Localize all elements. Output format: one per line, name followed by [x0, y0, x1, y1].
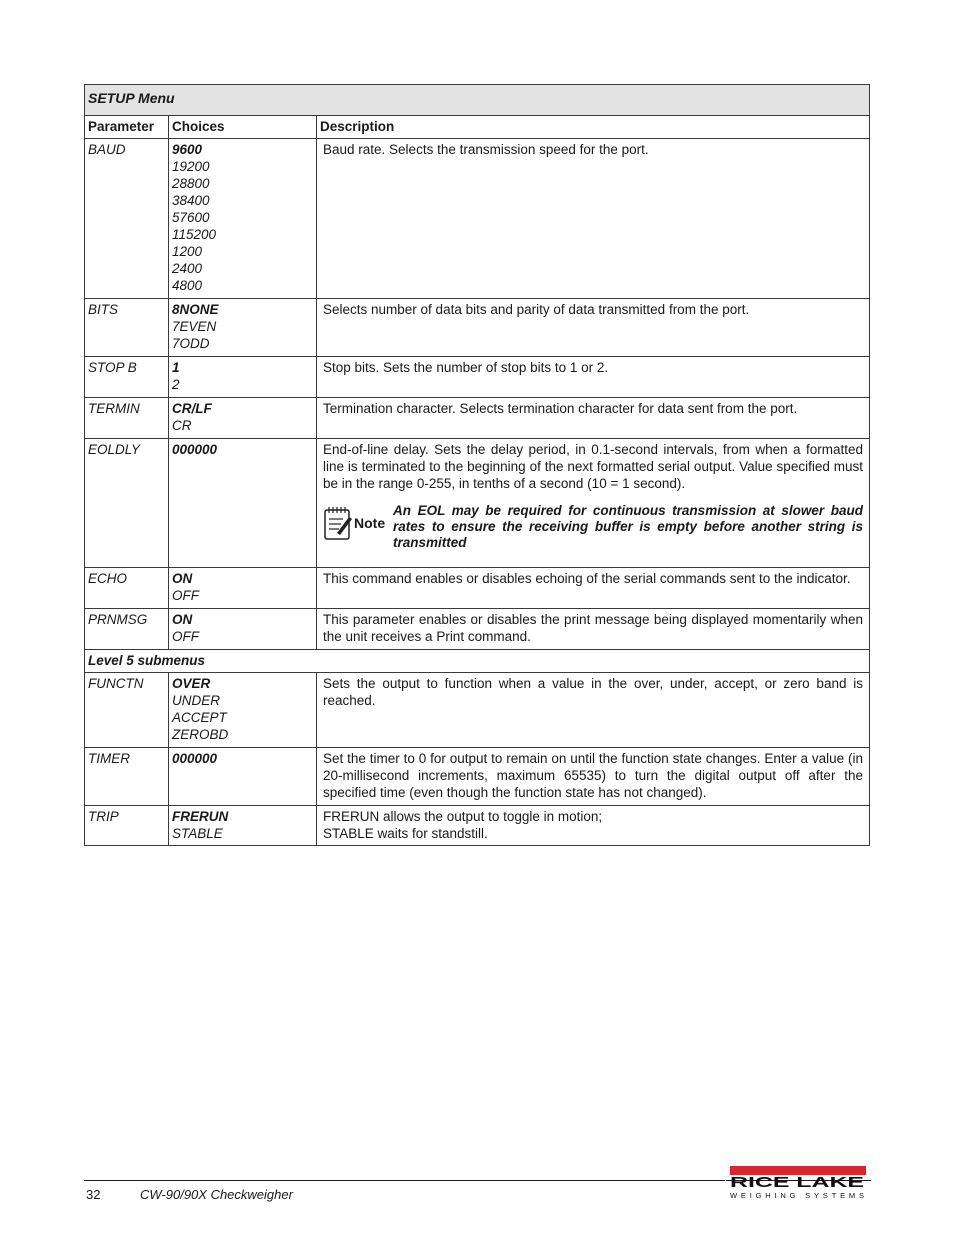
- table-row: [85, 357, 870, 398]
- choices-list: [169, 439, 316, 458]
- param-name: TIMER: [88, 751, 130, 766]
- rice-lake-logo: [730, 1164, 870, 1204]
- choice: 2400: [172, 261, 203, 276]
- description: Set the timer to 0 for output to remain on until the function state changes. Enter a value (in 20-millisecond increments, maximum 65535) to turn the digital output off after the specified time (even though the function state has not changed).: [323, 751, 863, 800]
- table-row: [85, 299, 870, 357]
- param-name: PRNMSG: [88, 612, 148, 627]
- default-choice: CR/LF: [172, 401, 212, 416]
- setup-menu-table: [84, 84, 870, 846]
- description: Termination character. Selects termination character for data sent from the port.: [323, 401, 798, 416]
- default-choice: 9600: [172, 142, 203, 157]
- param-name: STOP B: [88, 360, 137, 375]
- choice: ACCEPT: [172, 710, 227, 725]
- table-row: [85, 568, 870, 609]
- description: Stop bits. Sets the number of stop bits to 1 or 2.: [323, 360, 609, 375]
- table-row: [85, 748, 870, 806]
- default-choice: ON: [172, 612, 193, 627]
- default-choice: 1: [172, 360, 180, 375]
- default-choice: 000000: [172, 751, 218, 766]
- choices-list: [169, 299, 316, 352]
- choice: CR: [172, 418, 192, 433]
- footer-divider: [84, 1180, 725, 1181]
- document-title: CW-90/90X Checkweigher: [140, 1187, 293, 1202]
- subsection-title: Level 5 submenus: [88, 653, 206, 668]
- description-line: STABLE waits for standstill.: [323, 826, 488, 841]
- choice: 7EVEN: [172, 319, 217, 334]
- logo-tagline: WEIGHING SYSTEMS: [730, 1191, 864, 1200]
- param-name: BAUD: [88, 142, 126, 157]
- choice: 4800: [172, 278, 203, 293]
- table-row: [85, 806, 870, 846]
- notepad-icon: [323, 505, 353, 541]
- table-row: [85, 439, 870, 568]
- note-text: An EOL may be required for continuous transmission at slower baud rates to ensure the receiving buffer is empty before another string is transmitted: [393, 503, 863, 550]
- choice: 7ODD: [172, 336, 210, 351]
- choice: 115200: [172, 227, 217, 242]
- rice-lake-logo-icon: [730, 1164, 870, 1204]
- note-callout: [323, 503, 863, 567]
- logo-wordmark: RICE LAKE: [730, 1174, 864, 1191]
- description-line: FRERUN allows the output to toggle in motion;: [323, 809, 603, 824]
- description: Baud rate. Selects the transmission speed for the port.: [323, 142, 649, 157]
- description-block: [317, 439, 869, 567]
- choice: 1200: [172, 244, 203, 259]
- default-choice: FRERUN: [172, 809, 229, 824]
- choice: OFF: [172, 629, 199, 644]
- choices-list: [169, 139, 316, 294]
- choices-list: [169, 609, 316, 645]
- description: Sets the output to function when a value in the over, under, accept, or zero band is reached.: [323, 676, 863, 708]
- choice: UNDER: [172, 693, 221, 708]
- choice: 57600: [172, 210, 210, 225]
- choices-list: [169, 357, 316, 393]
- param-name: EOLDLY: [88, 442, 141, 457]
- choice: 38400: [172, 193, 210, 208]
- choice: 28800: [172, 176, 210, 191]
- page-number: 32: [86, 1187, 101, 1202]
- choice: ZEROBD: [172, 727, 229, 742]
- choices-list: [169, 806, 316, 842]
- choice: OFF: [172, 588, 199, 603]
- param-name: FUNCTN: [88, 676, 144, 691]
- param-name: ECHO: [88, 571, 128, 586]
- default-choice: 8NONE: [172, 302, 219, 317]
- description: This command enables or disables echoing of the serial commands sent to the indicator.: [323, 571, 851, 586]
- param-name: BITS: [88, 302, 119, 317]
- choices-list: [169, 673, 316, 743]
- param-name: TRIP: [88, 809, 119, 824]
- choices-list: [169, 568, 316, 604]
- choice: 19200: [172, 159, 210, 174]
- header-parameter: Parameter: [85, 116, 169, 139]
- note-label: Note: [354, 514, 386, 531]
- subsection-row: [85, 650, 870, 673]
- header-description: Description: [317, 116, 870, 139]
- choices-list: [169, 398, 316, 434]
- table-header-row: [85, 116, 870, 139]
- default-choice: ON: [172, 571, 193, 586]
- choice: STABLE: [172, 826, 223, 841]
- table-row: [85, 139, 870, 299]
- table-row: [85, 398, 870, 439]
- default-choice: 000000: [172, 442, 218, 457]
- param-name: TERMIN: [88, 401, 140, 416]
- description: End-of-line delay. Sets the delay period, in 0.1-second intervals, from when a formatted line is terminated to the beginning of the next formatted serial output. Value specified must be in the range 0-255, in tenths of a second (10 = 1 second).: [323, 442, 863, 491]
- table-row: [85, 609, 870, 650]
- choices-list: [169, 748, 316, 767]
- header-choices: Choices: [169, 116, 317, 139]
- table-title: SETUP Menu: [85, 85, 870, 116]
- default-choice: OVER: [172, 676, 211, 691]
- description: Selects number of data bits and parity of data transmitted from the port.: [323, 302, 750, 317]
- description: This parameter enables or disables the print message being displayed momentarily when the unit receives a Print command.: [323, 612, 863, 644]
- note-icon: [323, 505, 393, 541]
- table-row: [85, 673, 870, 748]
- description: [317, 806, 869, 842]
- choice: 2: [172, 377, 180, 392]
